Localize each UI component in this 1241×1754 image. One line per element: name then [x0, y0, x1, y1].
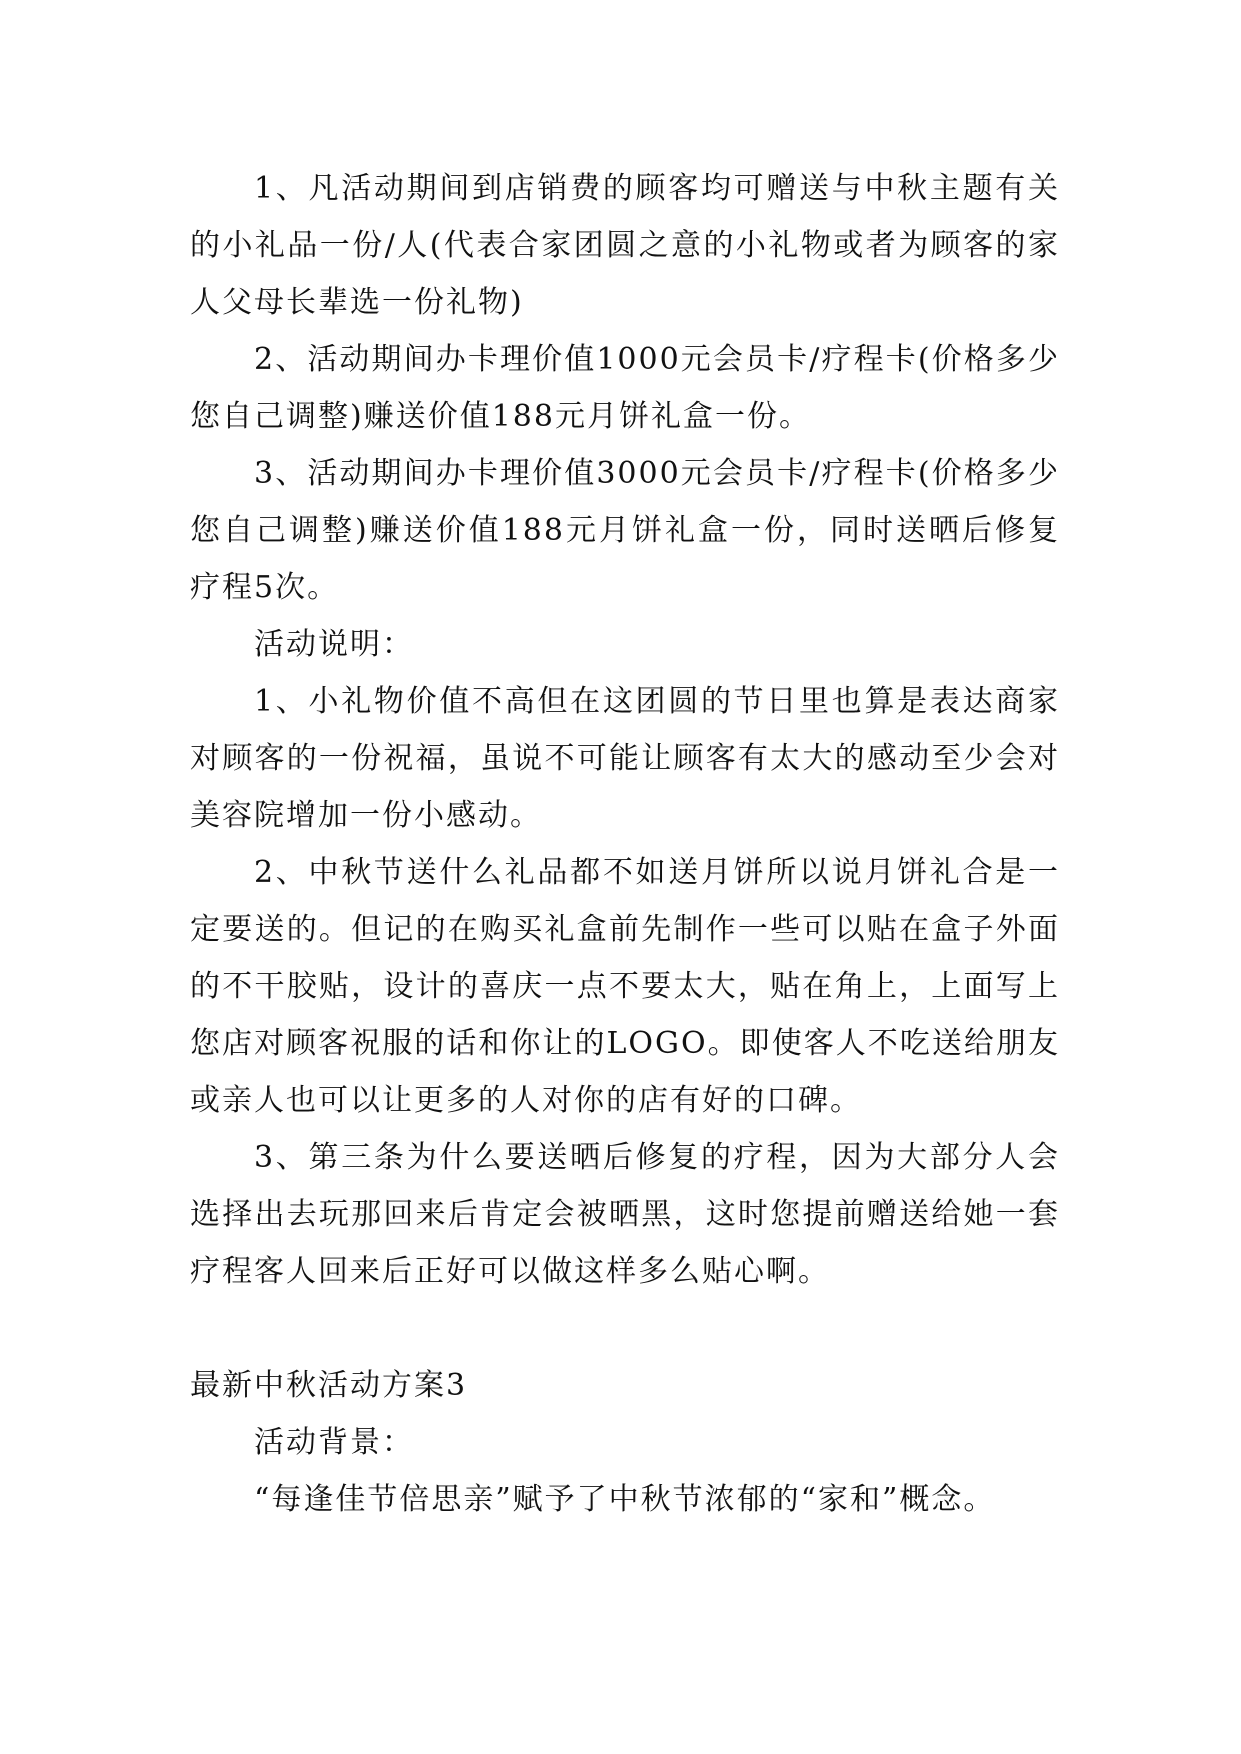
paragraph-gift-item-1: 1、凡活动期间到店销费的顾客均可赠送与中秋主题有关的小礼品一份/人(代表合家团圆之意的小礼物或者为顾客的家人父母长辈选一份礼物) — [190, 171, 1060, 320]
paragraph-note-2: 2、中秋节送什么礼品都不如送月饼所以说月饼礼合是一定要送的。但记的在购买礼盒前先制作一些可以贴在盒子外面的不干胶贴，设计的喜庆一点不要太大，贴在角上，上面写上您店对顾客祝服的话和你让的LOGO。即使客人不吃送给朋友或亲人也可以让更多的人对你的店有好的口碑。 — [190, 855, 1060, 1118]
paragraph-gift-item-2: 2、活动期间办卡理价值1000元会员卡/疗程卡(价格多少您自己调整)赚送价值188元月饼礼盒一份。 — [190, 342, 1060, 434]
paragraph-gift-item-3: 3、活动期间办卡理价值3000元会员卡/疗程卡(价格多少您自己调整)赚送价值188元月饼礼盒一份，同时送晒后修复疗程5次。 — [190, 456, 1060, 605]
section-subtitle: 活动背景： — [254, 1425, 414, 1460]
paragraph-note-1: 1、小礼物价值不高但在这团圆的节日里也算是表达商家对顾客的一份祝福，虽说不可能让顾客有太大的感动至少会对美容院增加一份小感动。 — [190, 684, 1060, 833]
section-paragraph: “每逢佳节倍思亲”赋予了中秋节浓郁的“家和”概念。 — [254, 1482, 996, 1517]
paragraph-note-3: 3、第三条为什么要送晒后修复的疗程，因为大部分人会选择出去玩那回来后肯定会被晒黑，这时您提前赠送给她一套疗程客人回来后正好可以做这样多么贴心啊。 — [190, 1140, 1060, 1289]
paragraph-activity-notes-heading: 活动说明： — [254, 627, 414, 662]
section-title: 最新中秋活动方案3 — [190, 1368, 468, 1403]
document-body — [190, 160, 1060, 1528]
